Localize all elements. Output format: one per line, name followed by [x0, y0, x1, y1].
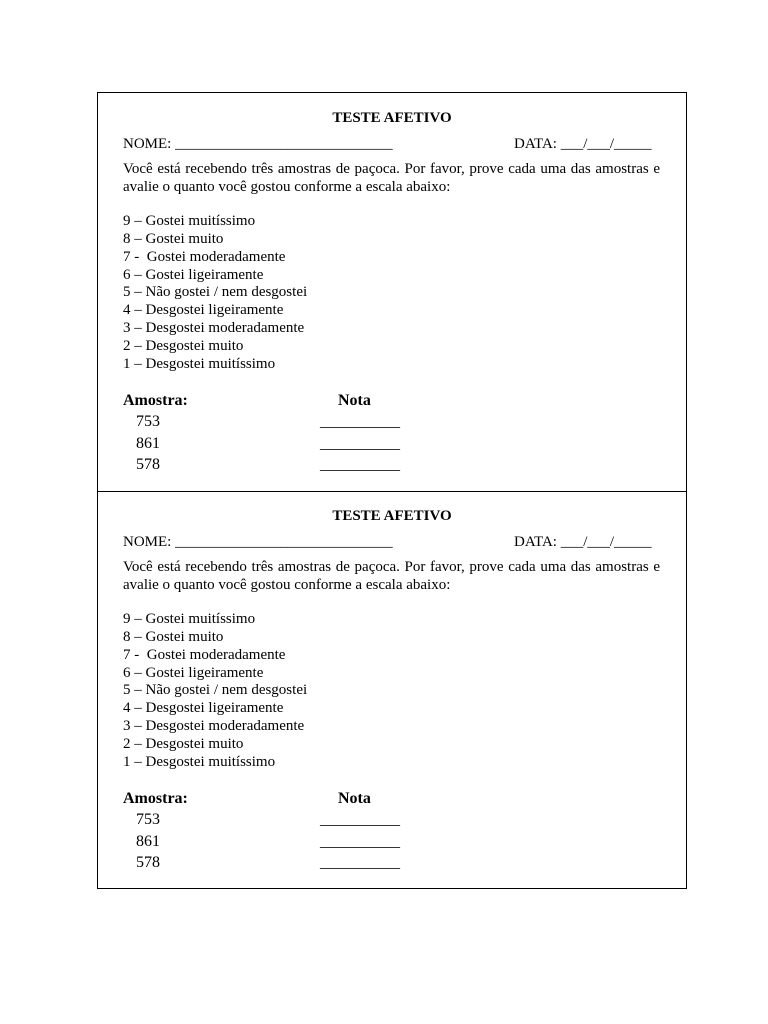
scale-item: 3 – Desgostei moderadamente [123, 320, 305, 337]
scale-item: 8 – Gostei muito [123, 628, 224, 645]
date-field-label: DATA: ___/___/_____ [514, 136, 652, 152]
sample-row [97, 809, 687, 830]
score-blank: __________ [320, 832, 400, 850]
sample-code: 578 [136, 853, 160, 871]
scale-item: 3 – Desgostei moderadamente [123, 718, 305, 735]
scale-item: 5 – Não gostei / nem desgostei [123, 284, 308, 301]
sample-code: 861 [136, 434, 160, 452]
form-title: TESTE AFETIVO [332, 508, 452, 524]
scale-item: 9 – Gostei muitíssimo [123, 213, 256, 229]
sample-code: 861 [136, 832, 160, 850]
score-blank: __________ [320, 811, 400, 829]
score-column-header: Nota [338, 392, 371, 409]
sample-code: 753 [136, 811, 160, 829]
score-column-header: Nota [338, 790, 371, 807]
sample-column-header: Amostra: [123, 392, 188, 409]
score-blank: __________ [320, 853, 400, 871]
name-field-label: NOME: _____________________________ [123, 534, 393, 550]
scale-item: 2 – Desgostei muito [123, 735, 244, 752]
samples-table [97, 788, 687, 874]
scale-item: 9 – Gostei muitíssimo [123, 611, 256, 627]
score-blank: __________ [320, 434, 400, 452]
scale-item: 8 – Gostei muito [123, 230, 224, 247]
affective-test-form [97, 490, 687, 888]
scale-item: 4 – Desgostei ligeiramente [123, 302, 284, 319]
scale-item: 7 - Gostei moderadamente [123, 646, 286, 663]
scale-item: 2 – Desgostei muito [123, 337, 244, 354]
scale-item: 1 – Desgostei muitíssimo [123, 753, 276, 770]
sample-row [97, 852, 687, 873]
hedonic-scale-list [123, 611, 307, 772]
scale-item: 7 - Gostei moderadamente [123, 248, 286, 265]
sample-row [97, 454, 687, 475]
hedonic-scale-list [123, 213, 307, 374]
affective-test-form [97, 92, 687, 490]
scale-item: 6 – Gostei ligeiramente [123, 266, 264, 283]
score-blank: __________ [320, 455, 400, 473]
name-field-label: NOME: _____________________________ [123, 136, 393, 152]
sample-column-header: Amostra: [123, 790, 188, 807]
samples-table [97, 390, 687, 476]
sample-row [97, 433, 687, 454]
form-title: TESTE AFETIVO [332, 110, 452, 126]
date-field-label: DATA: ___/___/_____ [514, 534, 652, 550]
scale-item: 5 – Não gostei / nem desgostei [123, 682, 308, 699]
sample-row [97, 411, 687, 432]
scale-item: 1 – Desgostei muitíssimo [123, 355, 276, 372]
scale-item: 4 – Desgostei ligeiramente [123, 700, 284, 717]
instructions-text: Você está recebendo três amostras de paçoca. Por favor, prove cada uma das amostras e avalie o quanto você gostou conforme a escala abaixo: [123, 161, 660, 195]
instructions-text: Você está recebendo três amostras de paçoca. Por favor, prove cada uma das amostras e avalie o quanto você gostou conforme a escala abaixo: [123, 559, 660, 593]
sample-code: 753 [136, 413, 160, 431]
score-blank: __________ [320, 413, 400, 431]
sample-code: 578 [136, 455, 160, 473]
sample-row [97, 831, 687, 852]
scale-item: 6 – Gostei ligeiramente [123, 664, 264, 681]
